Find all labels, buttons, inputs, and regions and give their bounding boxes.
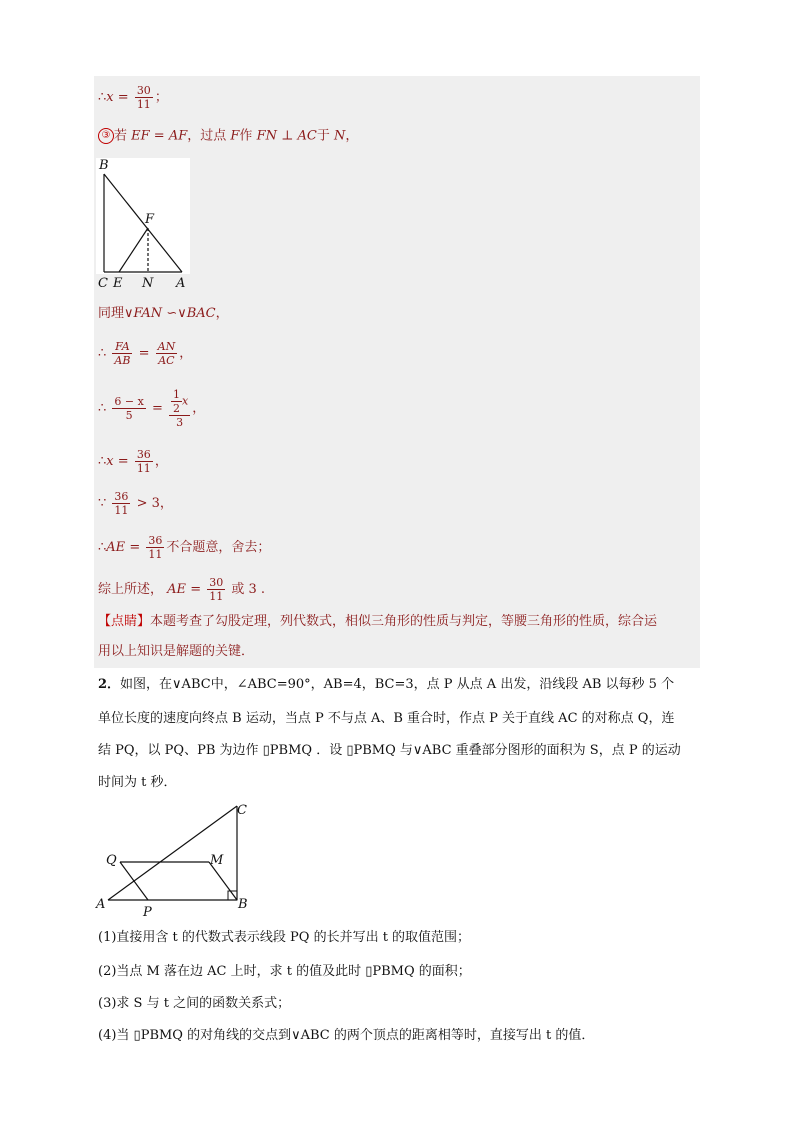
label-f: F	[145, 212, 155, 227]
text: 作	[239, 128, 253, 144]
punct: ，	[345, 128, 359, 144]
therefore-symbol: ∴	[98, 540, 107, 555]
punct: ，	[154, 454, 168, 469]
variable: x	[182, 394, 189, 408]
punct: ，	[159, 496, 173, 511]
text: 同理	[98, 306, 125, 321]
variable: AE	[106, 540, 126, 555]
therefore-symbol: ∴	[98, 454, 107, 469]
similar-line	[98, 306, 229, 322]
because-symbol: ∵	[98, 496, 107, 511]
triangle-figure-1	[96, 156, 190, 290]
point: F	[230, 128, 240, 144]
comment-text: 本题考查了勾股定理，列代数式，相似三角形的性质与判定，等腰三角形的性质，综合运	[150, 614, 658, 629]
question-line-1	[98, 677, 674, 693]
label-e: E	[113, 276, 123, 290]
fraction	[207, 576, 225, 603]
fraction	[135, 84, 153, 111]
similarity: ∨FAN ∽∨BAC	[124, 306, 216, 321]
solution-line-x-value	[98, 84, 168, 111]
question-line-4: 时间为 t 秒．	[98, 775, 177, 790]
compound-numerator	[169, 388, 190, 416]
text: 若	[114, 128, 128, 144]
denominator: 11	[136, 462, 151, 475]
question-part-1: (1)直接用含 t 的代数式表示线段 PQ 的长并写出 t 的取值范围；	[98, 930, 471, 945]
case-marker: ③	[98, 128, 114, 144]
relation: > 3	[136, 496, 160, 511]
label-b: B	[238, 897, 248, 912]
text: 于	[316, 128, 330, 144]
equals: =	[117, 454, 129, 469]
figure-background	[96, 158, 190, 274]
label-q: Q	[106, 853, 117, 868]
equals: =	[190, 582, 202, 597]
equation-line	[98, 388, 205, 429]
denominator: 11	[209, 590, 224, 603]
text: 不合题意，舍去；	[166, 540, 271, 555]
fraction	[135, 448, 153, 475]
summary-line	[98, 576, 265, 603]
denominator: 3	[176, 416, 184, 429]
punct: ；	[154, 90, 168, 105]
numerator: 36	[136, 448, 151, 461]
point: N	[333, 128, 346, 144]
half-fraction	[171, 388, 182, 415]
fraction	[156, 340, 178, 367]
numerator: 30	[209, 576, 224, 589]
label-c: C	[237, 803, 247, 818]
label-b: B	[99, 158, 109, 173]
question-text: 如图，在∨ABC中，∠ABC=90°，AB=4，BC=3，点 P 从点 A 出发，沿线段 AB 以每秒 5 个	[120, 677, 675, 692]
label-a: A	[176, 276, 186, 290]
punct: ，	[179, 346, 193, 361]
denominator: 11	[114, 504, 129, 517]
condition: EF = AF	[131, 128, 188, 144]
question-part-2: (2)当点 M 落在边 AC 上时，求 t 的值及此时 ▯PBMQ 的面积；	[98, 964, 471, 979]
equals: =	[117, 90, 129, 105]
denominator: 2	[173, 402, 181, 415]
numerator: 6 − x	[114, 395, 144, 408]
ratio-line	[98, 340, 192, 367]
equals: =	[151, 401, 163, 416]
numerator: 30	[136, 84, 151, 97]
question-part-4: (4)当 ▯PBMQ 的对角线的交点到∨ABC 的两个顶点的距离相等时，直接写出 t 的值．	[98, 1028, 595, 1043]
perpendicular: FN ⊥ AC	[256, 128, 317, 144]
comment-line-1	[98, 614, 657, 630]
denominator: 11	[148, 548, 163, 561]
question-part-3: (3)求 S 与 t 之间的函数关系式；	[98, 996, 291, 1011]
variable: AE	[167, 582, 187, 597]
case-three-line	[98, 128, 358, 145]
numerator: 36	[114, 490, 129, 503]
punct: ，	[192, 401, 206, 416]
label-m: M	[210, 853, 224, 868]
equals: =	[138, 346, 150, 361]
denominator: 5	[125, 409, 133, 422]
label-p: P	[143, 905, 152, 920]
numerator: 36	[148, 534, 163, 547]
question-line-2: 单位长度的速度向终点 B 运动，当点 P 不与点 A、B 重合时，作点 P 关于直线 AC 的对称点 Q，连	[98, 711, 675, 726]
solve-line	[98, 448, 168, 475]
therefore-symbol: ∴	[98, 346, 107, 361]
numerator: 1	[173, 388, 181, 401]
denominator: 11	[136, 98, 151, 111]
denominator: AC	[158, 354, 175, 367]
fraction	[112, 340, 132, 367]
numerator: FA	[112, 340, 132, 354]
text: 综上所述，	[98, 582, 164, 597]
fraction	[146, 534, 164, 561]
text: ，过点	[187, 128, 227, 144]
reject-line	[98, 534, 270, 561]
punct: ，	[215, 306, 229, 321]
comment-tag: 【点睛】	[98, 614, 151, 629]
label-n: N	[142, 276, 154, 290]
variable: x	[106, 454, 114, 469]
question-number: 2．	[98, 677, 121, 692]
fraction	[112, 395, 145, 422]
denominator: AB	[114, 354, 131, 367]
therefore-symbol: ∴	[98, 90, 107, 105]
therefore-symbol: ∴	[98, 401, 107, 416]
label-c: C	[98, 276, 108, 290]
comment-line-2: 用以上知识是解题的关键．	[98, 644, 255, 659]
segment-qp	[120, 862, 148, 900]
question-line-3: 结 PQ，以 PQ、PB 为边作 ▯PBMQ ．设 ▯PBMQ 与∨ABC 重叠部分图形的面积为 S，点 P 的运动	[98, 743, 681, 758]
label-a: A	[96, 897, 106, 912]
equals: =	[129, 540, 141, 555]
compare-line	[98, 490, 173, 517]
text: 或 3 .	[231, 582, 266, 597]
variable: x	[106, 90, 114, 105]
triangle-figure-2	[94, 798, 254, 920]
fraction	[112, 490, 130, 517]
numerator: AN	[157, 340, 176, 353]
compound-fraction	[169, 388, 190, 429]
